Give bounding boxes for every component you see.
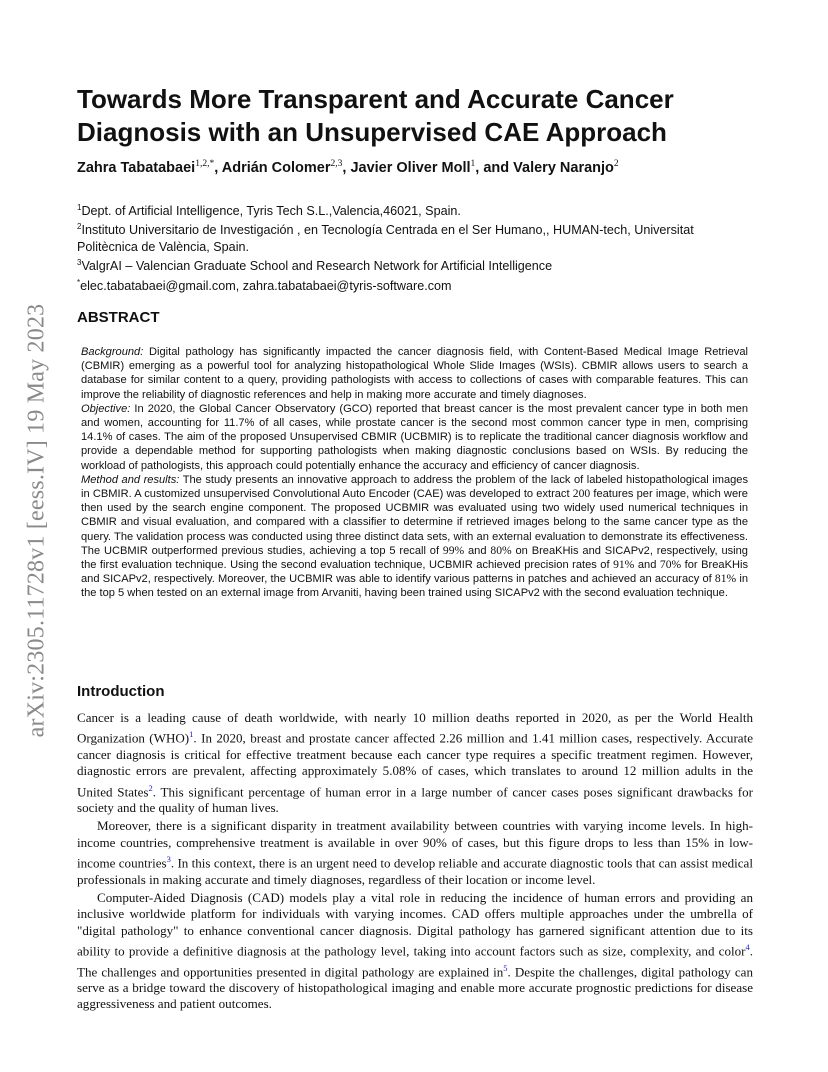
author-list	[77, 159, 753, 176]
recall-value: 99%	[442, 543, 465, 557]
precision-value: 91%	[613, 558, 635, 572]
objective-text: In 2020, the Global Cancer Observatory (GCO) reported that breast cancer is the most prevalent cancer type in both men and women, accounting for 11.7% of all cases, while prostate cancer is the second most common cancer type in men, comprising 14.1% of cases. The aim of the proposed Unsupervised CBMIR (UCBMIR) is to replicate the traditional cancer diagnosis workflow and provide a dependable method for supporting pathologists when making diagnostic conclusions based on WSIs. By reducing the workload of pathologists, this approach could potentially enhance the accuracy and efficiency of cancer diagnosis.	[81, 402, 748, 472]
citation-link[interactable]: 3	[166, 854, 171, 865]
author-separator: , and	[475, 159, 514, 176]
method-label: Method and results:	[81, 473, 180, 486]
author-separator: ,	[214, 159, 222, 176]
feature-count: 200	[572, 487, 591, 501]
affiliation-marker: 3	[77, 258, 82, 268]
contact-emails: elec.tabatabaei@gmail.com, zahra.tabatabaei@tyris-software.com	[80, 278, 452, 293]
contact-email-line	[77, 275, 753, 294]
arxiv-side-stamp	[20, 240, 54, 800]
citation-link[interactable]: 1	[189, 729, 194, 740]
citation-link[interactable]: 5	[503, 962, 508, 973]
method-text: features per image, which were then used by the search engine component. The proposed UCBMIR was evaluated using two widely used numerical techniques in CBMIR and visual evaluation, and compared with a classifier to determine if retrieved images belong to the same cancer type as the query. The validation process was conducted using three distinct data sets, with an external evaluation to demonstrate its effectiveness. The UCBMIR outperformed previous studies, achieving a top 5 recall of	[81, 488, 748, 557]
affiliation-item	[77, 200, 753, 219]
accuracy-value: 81%	[714, 572, 737, 586]
background-label: Background:	[81, 346, 144, 358]
abstract-method-results	[81, 473, 748, 601]
affiliation-item	[77, 219, 753, 255]
recall-value: 80%	[490, 543, 512, 557]
affiliation-item	[77, 255, 753, 274]
abstract-background	[81, 345, 748, 402]
author-name: Javier Oliver Moll	[350, 159, 471, 176]
method-text: and	[464, 544, 491, 557]
method-text: The study presents an innovative approach to address the problem of the lack of labeled histopathological images in CBMIR. A customized unsupervised Convolutional Auto Encoder (CAE) was developed to extract	[81, 473, 748, 501]
intro-paragraph	[77, 710, 753, 816]
author-affil-marker: 2	[613, 159, 619, 169]
abstract-body	[81, 345, 748, 601]
paragraph-text: . This significant percentage of human error in a large number of cancer cases poses significant drawbacks for society and the quality of human lives.	[77, 783, 754, 816]
method-text: on BreaKHis and SICAPv2, respectively, using the first evaluation technique. Using the second evaluation technique, UCBMIR achieved precision rates of	[81, 544, 748, 572]
citation-link[interactable]: 4	[745, 941, 750, 952]
author-affil-marker: 1	[470, 159, 476, 169]
author-separator: ,	[342, 159, 351, 176]
precision-value: 70%	[659, 558, 682, 572]
paragraph-text: . In this context, there is an urgent need to develop reliable and accurate diagnostic tools that can assist medical professionals in making accurate and timely diagnoses, regardless of their location or income level.	[77, 855, 753, 887]
paragraph-text: Computer-Aided Diagnosis (CAD) models play a vital role in reducing the incidence of human errors and providing an inclusive worldwide platform for individuals with varying incomes. CAD offers multiple approaches under the umbrella of "digital pathology" to enhance conventional cancer diagnosis. Digital pathology has garnered significant attention due to its ability to provide a definitive diagnosis at the pathology level, taking into account factors such as size, complexity, and color	[77, 890, 753, 959]
objective-label: Objective:	[81, 402, 131, 415]
paragraph-text: Cancer is a leading cause of death worldwide, with nearly 10 million deaths reported in 2020, as per the World Health Organization (WHO)	[77, 710, 753, 746]
author-affil-marker: 2,3	[330, 159, 343, 169]
abstract-heading: ABSTRACT	[77, 309, 160, 326]
author-name: Zahra Tabatabaei	[77, 159, 196, 176]
introduction-heading: Introduction	[77, 683, 165, 700]
affiliation-list	[77, 200, 753, 294]
affiliation-text: Instituto Universitario de Investigación , en Tecnología Centrada en el Ser Humano,, HUMAN-tech, Universitat Politècnica de València, Spain.	[77, 223, 694, 254]
author-name: Adrián Colomer	[221, 159, 331, 176]
paragraph-text: . The challenges and opportunities presented in digital pathology are explained in	[77, 943, 753, 979]
affiliation-text: ValgrAI – Valencian Graduate School and Research Network for Artificial Intelligence	[81, 259, 553, 274]
paragraph-text: Moreover, there is a significant disparity in treatment availability between countries with varying income levels. In high-income countries, comprehensive treatment is available in over 90% of cases, but this figure drops to less than 15% in low-income countries	[77, 818, 753, 871]
abstract-objective	[81, 402, 748, 473]
introduction-body	[77, 710, 753, 1013]
method-text: for BreaKHis and SICAPv2, respectively. Moreover, the UCBMIR was able to identify various patterns in patches and achieved an accuracy of	[81, 559, 748, 586]
paragraph-text: . Despite the challenges, digital pathology can serve as a bridge toward the discovery of histopathological imaging and enable more accurate prognostic predictions for disease aggressiveness and patient outcomes.	[77, 963, 753, 1012]
affiliation-marker: 2	[77, 222, 82, 232]
background-text: Digital pathology has significantly impacted the cancer diagnosis field, with Content-Based Medical Image Retrieval (CBMIR) emerging as a powerful tool for analyzing histopathological Whole Slide Images (WSIs). CBMIR allows users to search a database for similar content to a query, providing pathologists with access to collections of cases with comparable features. This can improve the reliability of diagnostic references and help in making more accurate and timely diagnoses.	[81, 346, 748, 401]
affiliation-marker: *	[77, 277, 81, 287]
method-text: in the top 5 when tested on an external image from Arvaniti, having been trained using SICAPv2 with the second evaluation technique.	[81, 573, 748, 600]
paper-title: Towards More Transparent and Accurate Cancer Diagnosis with an Unsupervised CAE Approach	[77, 84, 674, 147]
author-affil-marker: 1,2,*	[195, 159, 215, 169]
affiliation-marker: 1	[77, 203, 82, 212]
affiliation-text: Dept. of Artificial Intelligence, Tyris Tech S.L.,Valencia,46021, Spain.	[81, 204, 461, 219]
intro-paragraph	[77, 890, 753, 1013]
citation-link[interactable]: 2	[148, 782, 153, 793]
method-text: and	[634, 559, 660, 572]
intro-paragraph	[77, 818, 753, 888]
arxiv-identifier: arXiv:2305.11728v1 [eess.IV] 19 May 2023	[23, 303, 50, 737]
author-name: Valery Naranjo	[513, 159, 614, 176]
paragraph-text: . In 2020, breast and prostate cancer affected 2.26 million and 1.41 million cases, respectively. Accurate cancer diagnosis is critical for effective treatment because each cancer type requires a specific treatment regimen. However, diagnostic errors are prevalent, affecting approximately 5.08% of cases, which translates to around 12 million adults in the United States	[77, 730, 753, 799]
